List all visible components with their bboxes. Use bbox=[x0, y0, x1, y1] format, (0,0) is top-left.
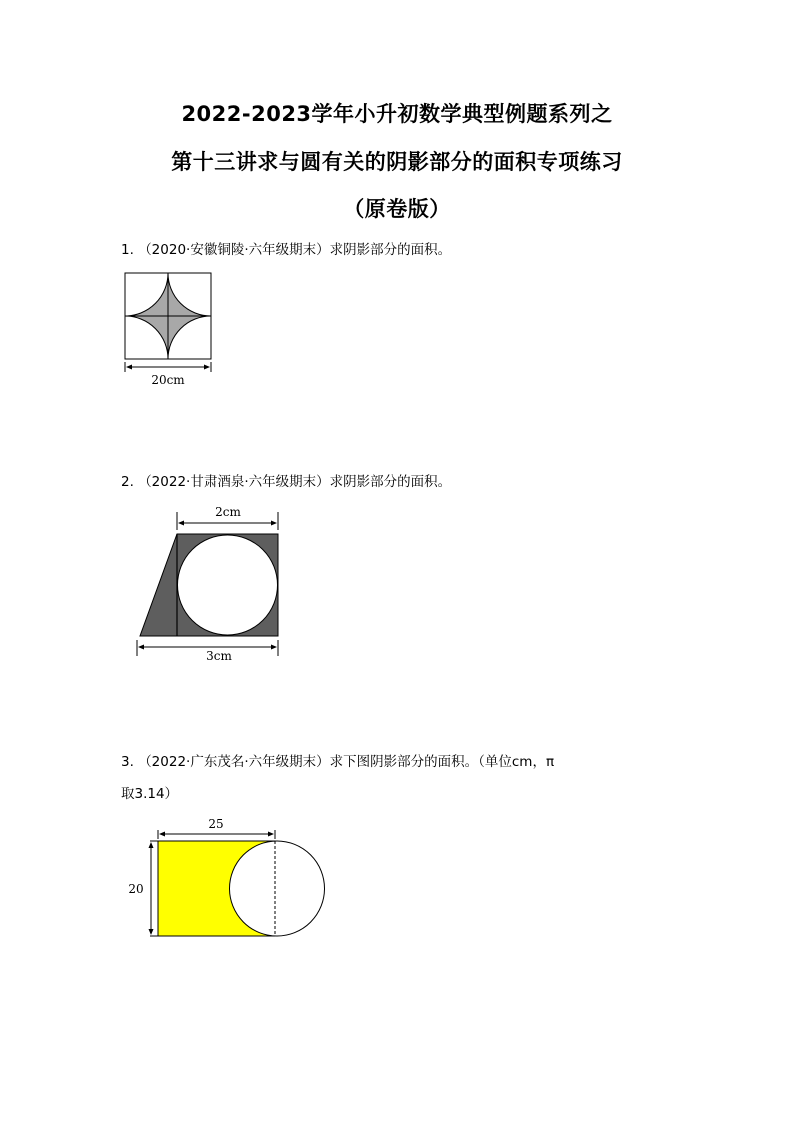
question-2 bbox=[121, 470, 451, 490]
fig1-arrowhead-left bbox=[126, 365, 132, 370]
title-line-1: 2022-2023学年小升初数学典型例题系列之 bbox=[181, 102, 613, 126]
question-3-number: 3. bbox=[121, 754, 134, 770]
figure-1-square-arcs bbox=[118, 268, 218, 390]
question-2-text: （2022·甘肃酒泉·六年级期末）求阴影部分的面积。 bbox=[138, 474, 452, 490]
fig3-white-circle bbox=[230, 841, 325, 936]
question-3-line-1 bbox=[121, 750, 554, 770]
fig1-arrowhead-right bbox=[204, 365, 210, 370]
title-line-3: （原卷版） bbox=[343, 197, 451, 221]
fig2-bottom-arrowhead-right bbox=[271, 645, 277, 650]
figure-3-rectangle-circle bbox=[120, 812, 330, 942]
fig3-top-arrowhead-left bbox=[159, 832, 165, 837]
question-2-number: 2. bbox=[121, 474, 134, 490]
fig2-bottom-arrowhead-left bbox=[138, 645, 144, 650]
question-1-number: 1. bbox=[121, 242, 134, 258]
fig2-bottom-label: 3cm bbox=[206, 649, 232, 663]
fig2-top-label: 2cm bbox=[215, 505, 241, 519]
fig3-side-arrowhead-top bbox=[149, 842, 154, 848]
figure-2-trapezoid-circle bbox=[130, 500, 290, 665]
fig1-width-label: 20cm bbox=[151, 373, 185, 387]
fig3-side-arrowhead-bottom bbox=[149, 929, 154, 935]
fig3-top-arrowhead-right bbox=[268, 832, 274, 837]
fig2-white-circle bbox=[178, 535, 278, 635]
fig3-height-label: 20 bbox=[128, 882, 144, 896]
fig2-top-arrowhead-left bbox=[178, 521, 184, 526]
title-line-2: 第十三讲求与圆有关的阴影部分的面积专项练习 bbox=[171, 150, 623, 174]
fig3-width-label: 25 bbox=[208, 817, 224, 831]
question-3-text-line-1: （2022·广东茂名·六年级期末）求下图阴影部分的面积。（单位cm，π bbox=[138, 754, 555, 770]
question-1-text: （2020·安徽铜陵·六年级期末）求阴影部分的面积。 bbox=[138, 242, 452, 258]
question-1 bbox=[121, 238, 451, 258]
fig2-top-arrowhead-right bbox=[271, 521, 277, 526]
question-3-line-2: 取3.14） bbox=[121, 786, 179, 802]
